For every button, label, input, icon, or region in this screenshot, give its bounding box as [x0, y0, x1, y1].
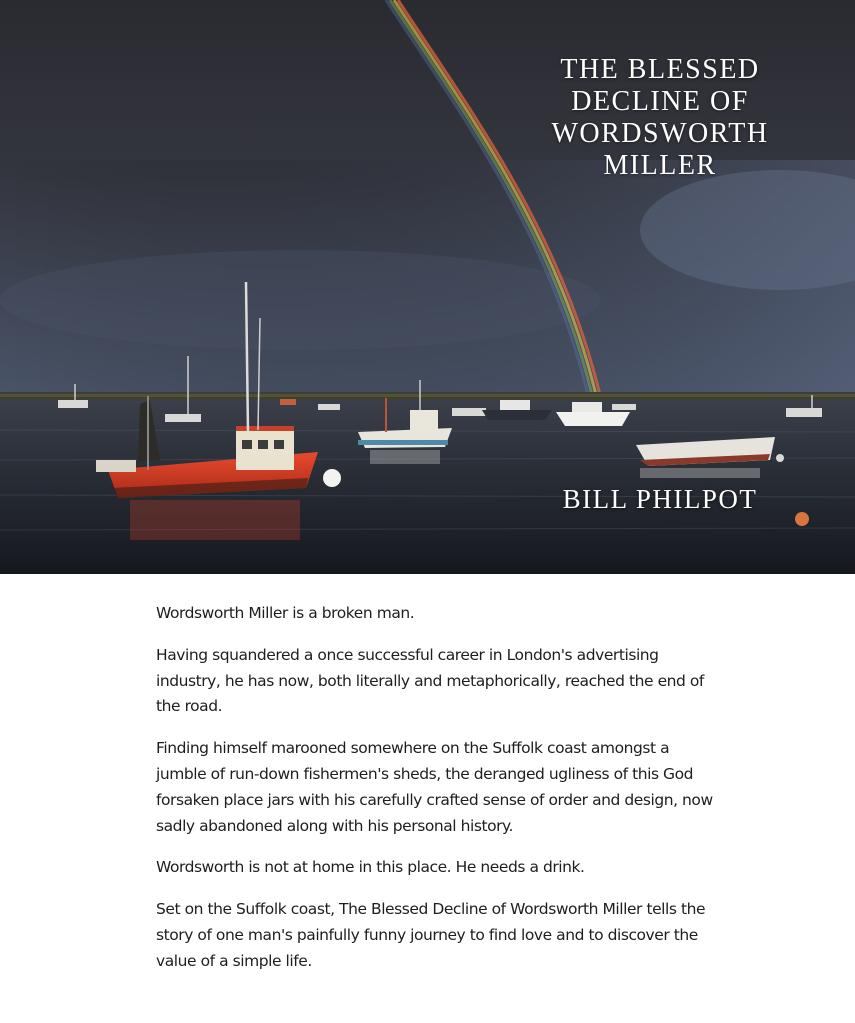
blurb-paragraph: Finding himself marooned somewhere on the Suffolk coast amongst a jumble of run-down fishermen's sheds, the deranged ugliness of this God forsaken place jars with his carefully crafted sense of order and design, now sadly abandoned along with his personal history. [156, 739, 713, 835]
blurb-paragraph: Set on the Suffolk coast, The Blessed Decline of Wordsworth Miller tells the story of one man's painfully funny journey to find love and to discover the value of a simple life. [156, 900, 706, 970]
book-author: BILL PHILPOT [562, 484, 758, 514]
book-blurb [156, 601, 716, 991]
blurb-paragraph: Wordsworth Miller is a broken man. [156, 604, 415, 622]
blurb-paragraph: Wordsworth is not at home in this place. He needs a drink. [156, 858, 585, 877]
blurb-paragraph: Having squandered a once successful career in London's advertising industry, he has now, both literally and metaphorically, reached the end of the road. [156, 645, 704, 716]
book-title: THE BLESSED DECLINE OF WORDSWORTH MILLER [551, 54, 769, 181]
